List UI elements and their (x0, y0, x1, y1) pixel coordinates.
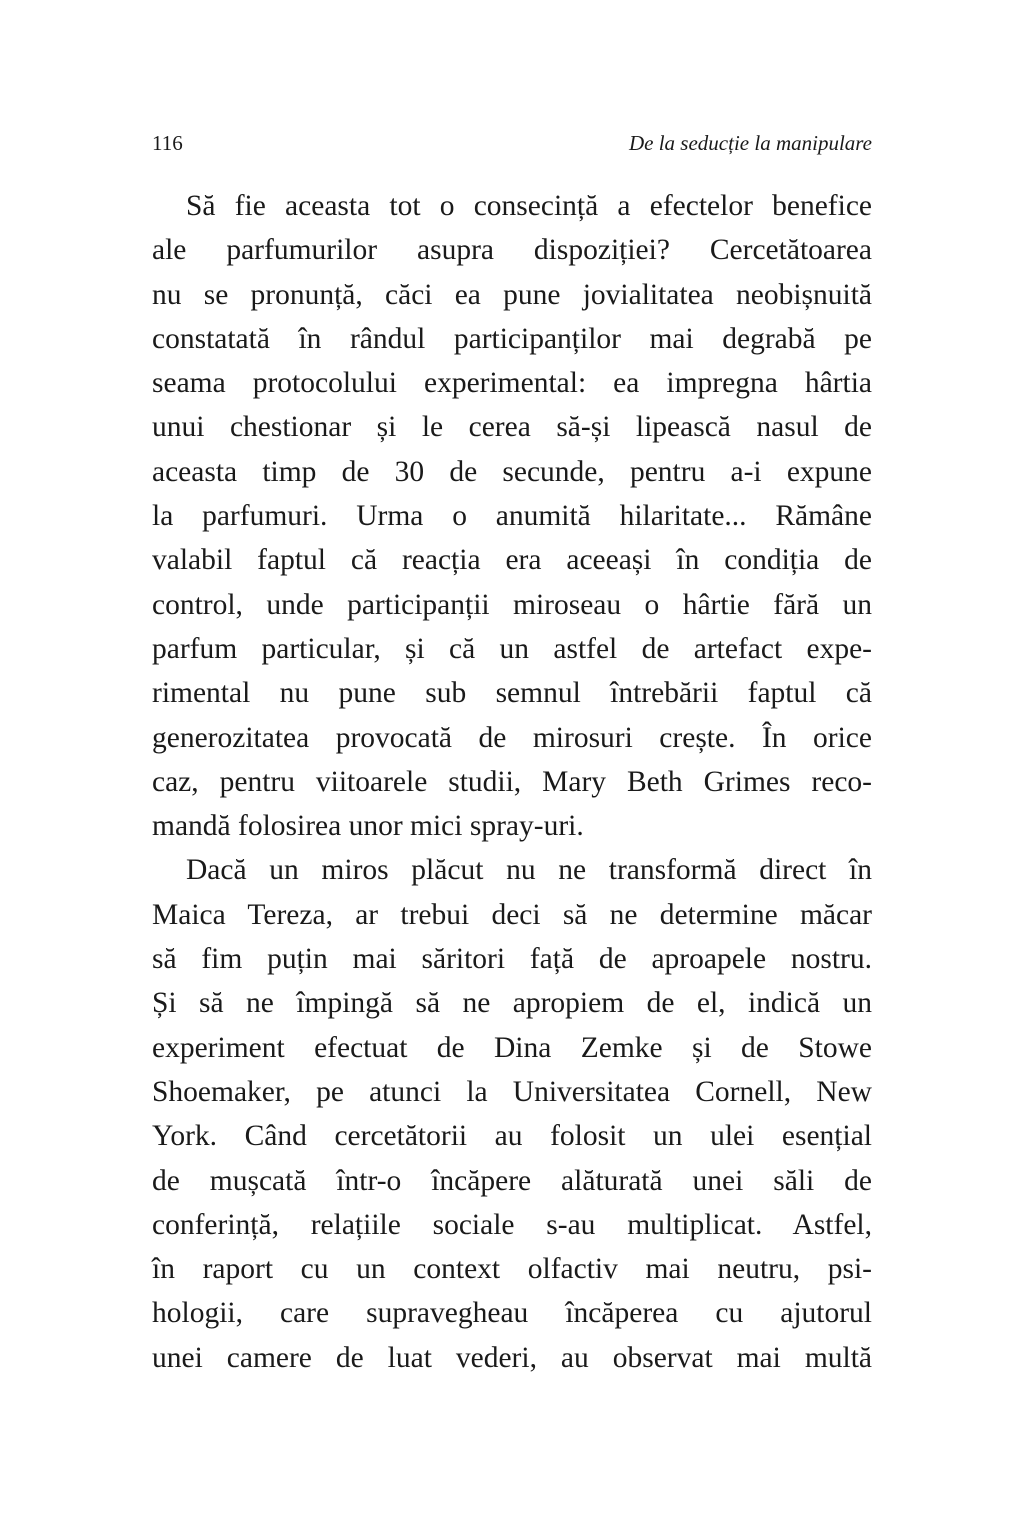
text-line: York. Când cercetătorii au folosit un ulei esențial (152, 1120, 872, 1153)
text-line: Să fie aceasta tot o consecință a efectelor benefice (186, 190, 872, 222)
text-line: Și să ne împingă să ne apropiem de el, indică un (152, 987, 872, 1020)
text-line: unei camere de luat vederi, au observat mai multă (152, 1341, 872, 1374)
text-line: caz, pentru viitoarele studii, Mary Beth Grimes reco- (152, 765, 872, 798)
text-line: în raport cu un context olfactiv mai neutru, psi- (152, 1253, 872, 1286)
text-line: rimental nu pune sub semnul întrebării faptul că (152, 677, 872, 710)
text-line: constatată în rândul participanților mai degrabă pe (152, 322, 872, 355)
text-line: Shoemaker, pe atunci la Universitatea Cornell, New (152, 1075, 872, 1108)
text-line: experiment efectuat de Dina Zemke și de Stowe (152, 1031, 872, 1064)
text-line: parfum particular, și că un astfel de artefact expe- (152, 632, 872, 665)
text-line: aceasta timp de 30 de secunde, pentru a-i expune (152, 455, 872, 488)
running-title: De la seducție la manipulare (628, 131, 872, 155)
text-line: mandă folosirea unor mici spray-uri. (152, 810, 584, 843)
text-line: control, unde participanții miroseau o hârtie fără un (152, 588, 872, 621)
text-line: să fim puțin mai săritori față de aproapele nostru. (152, 943, 872, 976)
text-line: de mușcată într-o încăpere alăturată unei săli de (152, 1164, 872, 1197)
text-line: valabil faptul că reacția era aceeași în condiția de (152, 544, 872, 577)
text-line: nu se pronunță, căci ea pune jovialitatea neobișnuită (152, 278, 872, 311)
text-line: Dacă un miros plăcut nu ne transformă direct în (186, 854, 872, 887)
text-line: la parfumuri. Urma o anumită hilaritate... Rămâne (152, 500, 872, 533)
text-line: seama protocolului experimental: ea impregna hârtia (152, 367, 872, 400)
text-line: Maica Tereza, ar trebui deci să ne determine măcar (152, 898, 872, 931)
body-text (152, 184, 872, 1380)
text-line: ale parfumurilor asupra dispoziției? Cercetătoarea (152, 234, 872, 267)
text-line: unui chestionar și le cerea să-și lipească nasul de (152, 411, 872, 444)
text-line: hologii, care supravegheau încăperea cu ajutorul (152, 1297, 872, 1330)
text-line: conferință, relațiile sociale s-au multiplicat. Astfel, (152, 1208, 872, 1241)
page-number: 116 (152, 131, 183, 155)
text-line: generozitatea provocată de mirosuri crește. În orice (152, 721, 872, 754)
